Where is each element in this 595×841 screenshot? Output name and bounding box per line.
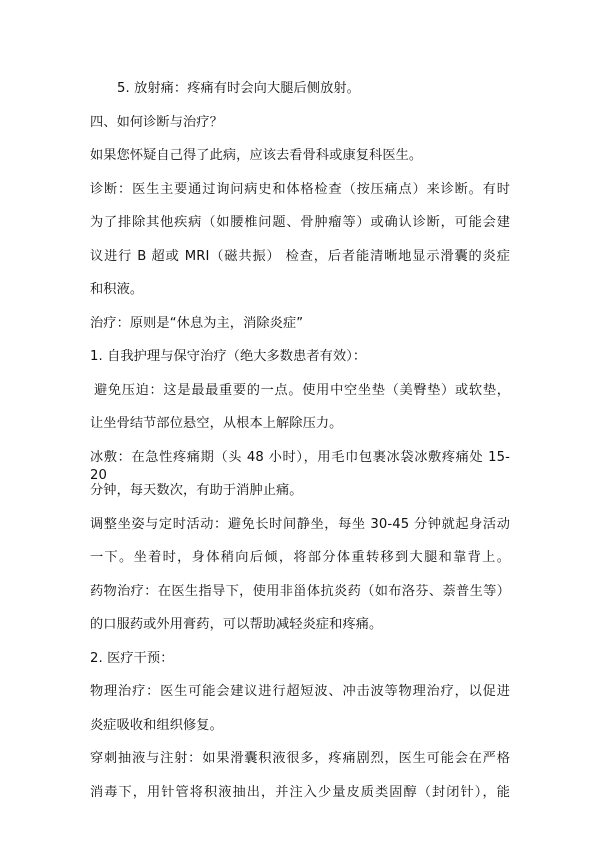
paragraph-line: 消毒下，用针管将积液抽出，并注入少量皮质类固醇（封闭针），能 [90, 785, 510, 800]
paragraph-line: 药物治疗：在医生指导下，使用非甾体抗炎药（如布洛芬、萘普生等） [90, 584, 510, 599]
list-item-radiating-pain: 5. 放射痛：疼痛有时会向大腿后侧放射。 [117, 81, 360, 96]
paragraph-line: 和积液。 [90, 282, 144, 297]
subsection-heading-medical-intervention: 2. 医疗干预： [90, 651, 174, 666]
paragraph-line: 物理治疗：医生可能会建议进行超短波、冲击波等物理治疗，以促进 [90, 684, 510, 699]
paragraph-line: 一下。坐着时，身体稍向后倾，将部分体重转移到大腿和靠背上。 [90, 550, 510, 565]
paragraph-line: 炎症吸收和组织修复。 [90, 718, 223, 733]
treatment-principle: 治疗：原则是“休息为主，消除炎症” [90, 316, 304, 331]
paragraph-line: 如果您怀疑自己得了此病，应该去看骨科或康复科医生。 [90, 148, 423, 163]
paragraph-line: 冰敷：在急性疼痛期（头 48 小时），用毛巾包裹冰袋冰敷疼痛处 15-20 [90, 450, 510, 483]
paragraph-line: 诊断：医生主要通过询问病史和体格检查（按压痛点）来诊断。有时 [90, 182, 510, 197]
paragraph-line: 调整坐姿与定时活动：避免长时间静坐，每坐 30-45 分钟就起身活动 [90, 517, 510, 532]
subsection-heading-self-care: 1. 自我护理与保守治疗（绝大多数患者有效）： [90, 349, 367, 364]
paragraph-line: 避免压迫：这是最最重要的一点。使用中空坐垫（美臀垫）或软垫， [94, 383, 510, 398]
paragraph-line: 让坐骨结节部位悬空，从根本上解除压力。 [90, 416, 343, 431]
paragraph-line: 的口服药或外用膏药，可以帮助减轻炎症和疼痛。 [90, 617, 383, 632]
paragraph-line: 议进行 B 超或 MRI（磁共振） 检查，后者能清晰地显示滑囊的炎症 [90, 249, 510, 264]
paragraph-line: 穿刺抽液与注射：如果滑囊积液很多，疼痛剧烈，医生可能会在严格 [90, 751, 510, 766]
paragraph-line: 为了排除其他疾病（如腰椎问题、骨肿瘤等）或确认诊断，可能会建 [90, 215, 510, 230]
section-heading-diagnosis-treatment: 四、如何诊断与治疗？ [90, 115, 223, 130]
paragraph-line: 分钟，每天数次，有助于消肿止痛。 [90, 483, 303, 498]
